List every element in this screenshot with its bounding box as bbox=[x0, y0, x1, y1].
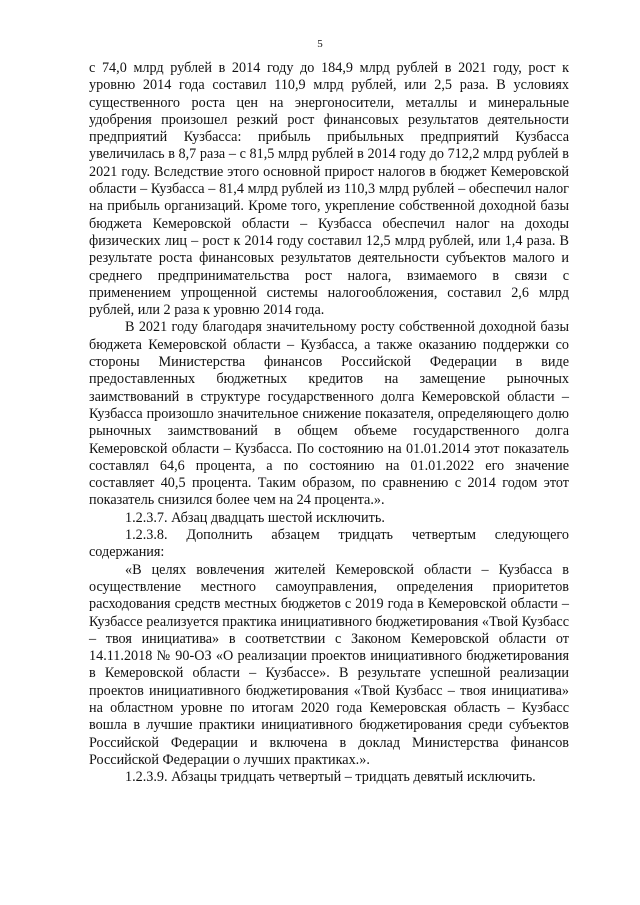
paragraph-debt-reduction: В 2021 году благодаря значительному росту собственной доходной базы бюджета Кемеровской области – Кузбасса, а также оказанию поддержки со стороны Министерства финансов Российской Федерации в виде предоставленных бюджетных кредитов на замещение рыночных заимствований в структуре государственного долга Кемеровской области – Кузбасса произошло значительное снижение показателя, определяющего долю рыночных заимствований в общем объеме государственного долга Кемеровской области – Кузбасса. По состоянию на 01.01.2014 этот показатель составлял 64,6 процента, а по состоянию на 01.01.2022 его значение составляет 40,5 процента. Таким образом, по сравнению с 2014 годом этот показатель снизился более чем на 24 процента.». bbox=[89, 319, 569, 509]
paragraph-item-1-2-3-7: 1.2.3.7. Абзац двадцать шестой исключить. bbox=[125, 509, 385, 526]
paragraph-tax-growth: с 74,0 млрд рублей в 2014 году до 184,9 млрд рублей в 2021 году, рост к уровню 2014 года составил 110,9 млрд рублей, или 2,5 раза. В условиях существенного роста цен на энергоносители, металлы и минеральные удобрения произошел резкий рост финансовых результатов деятельности предприятий Кузбасса: прибыль прибыльных предприятий Кузбасса увеличилась в 8,7 раза – с 81,5 млрд рублей в 2014 году до 712,2 млрд рублей в 2021 году. Вследствие этого основной прирост налогов в бюджет Кемеровской области – Кузбасса – 81,4 млрд рублей из 110,3 млрд рублей – обеспечил налог на прибыль организаций. Кроме того, укрепление собственной доходной базы бюджета Кемеровской области – Кузбасса обеспечил налог на доходы физических лиц – рост к 2014 году составил 12,5 млрд рублей, или 1,4 раза. В результате роста финансовых результатов деятельности субъектов малого и среднего предпринимательства рост налога, взимаемого в связи с применением упрощенной системы налогообложения, составил 2,6 млрд рублей, или 2 раза к уровню 2014 года. bbox=[89, 60, 569, 319]
document-body bbox=[89, 60, 569, 786]
page-number: 5 bbox=[317, 38, 323, 50]
paragraph-item-1-2-3-9: 1.2.3.9. Абзацы тридцать четвертый – тридцать девятый исключить. bbox=[125, 769, 536, 786]
paragraph-initiative-budgeting: «В целях вовлечения жителей Кемеровской области – Кузбасса в осуществление местного самоуправления, определения приоритетов расходования средств местных бюджетов с 2019 года в Кемеровской области – Кузбассе реализуется практика инициативного бюджетирования «Твой Кузбасс – твоя инициатива» в соответствии с Законом Кемеровской области от 14.11.2018 № 90-ОЗ «О реализации проектов инициативного бюджетирования в Кемеровской области – Кузбассе». В результате успешной реализации проектов инициативного бюджетирования «Твой Кузбасс – твоя инициатива» на областном уровне по итогам 2020 года Кемеровская область – Кузбасс вошла в лучшие практики инициативного бюджетирования среди субъектов Российской Федерации и включена в доклад Министерства финансов Российской Федерации о лучших практиках.». bbox=[89, 561, 569, 768]
paragraph-item-1-2-3-8: 1.2.3.8. Дополнить абзацем тридцать четвертым следующего содержания: bbox=[89, 527, 569, 561]
